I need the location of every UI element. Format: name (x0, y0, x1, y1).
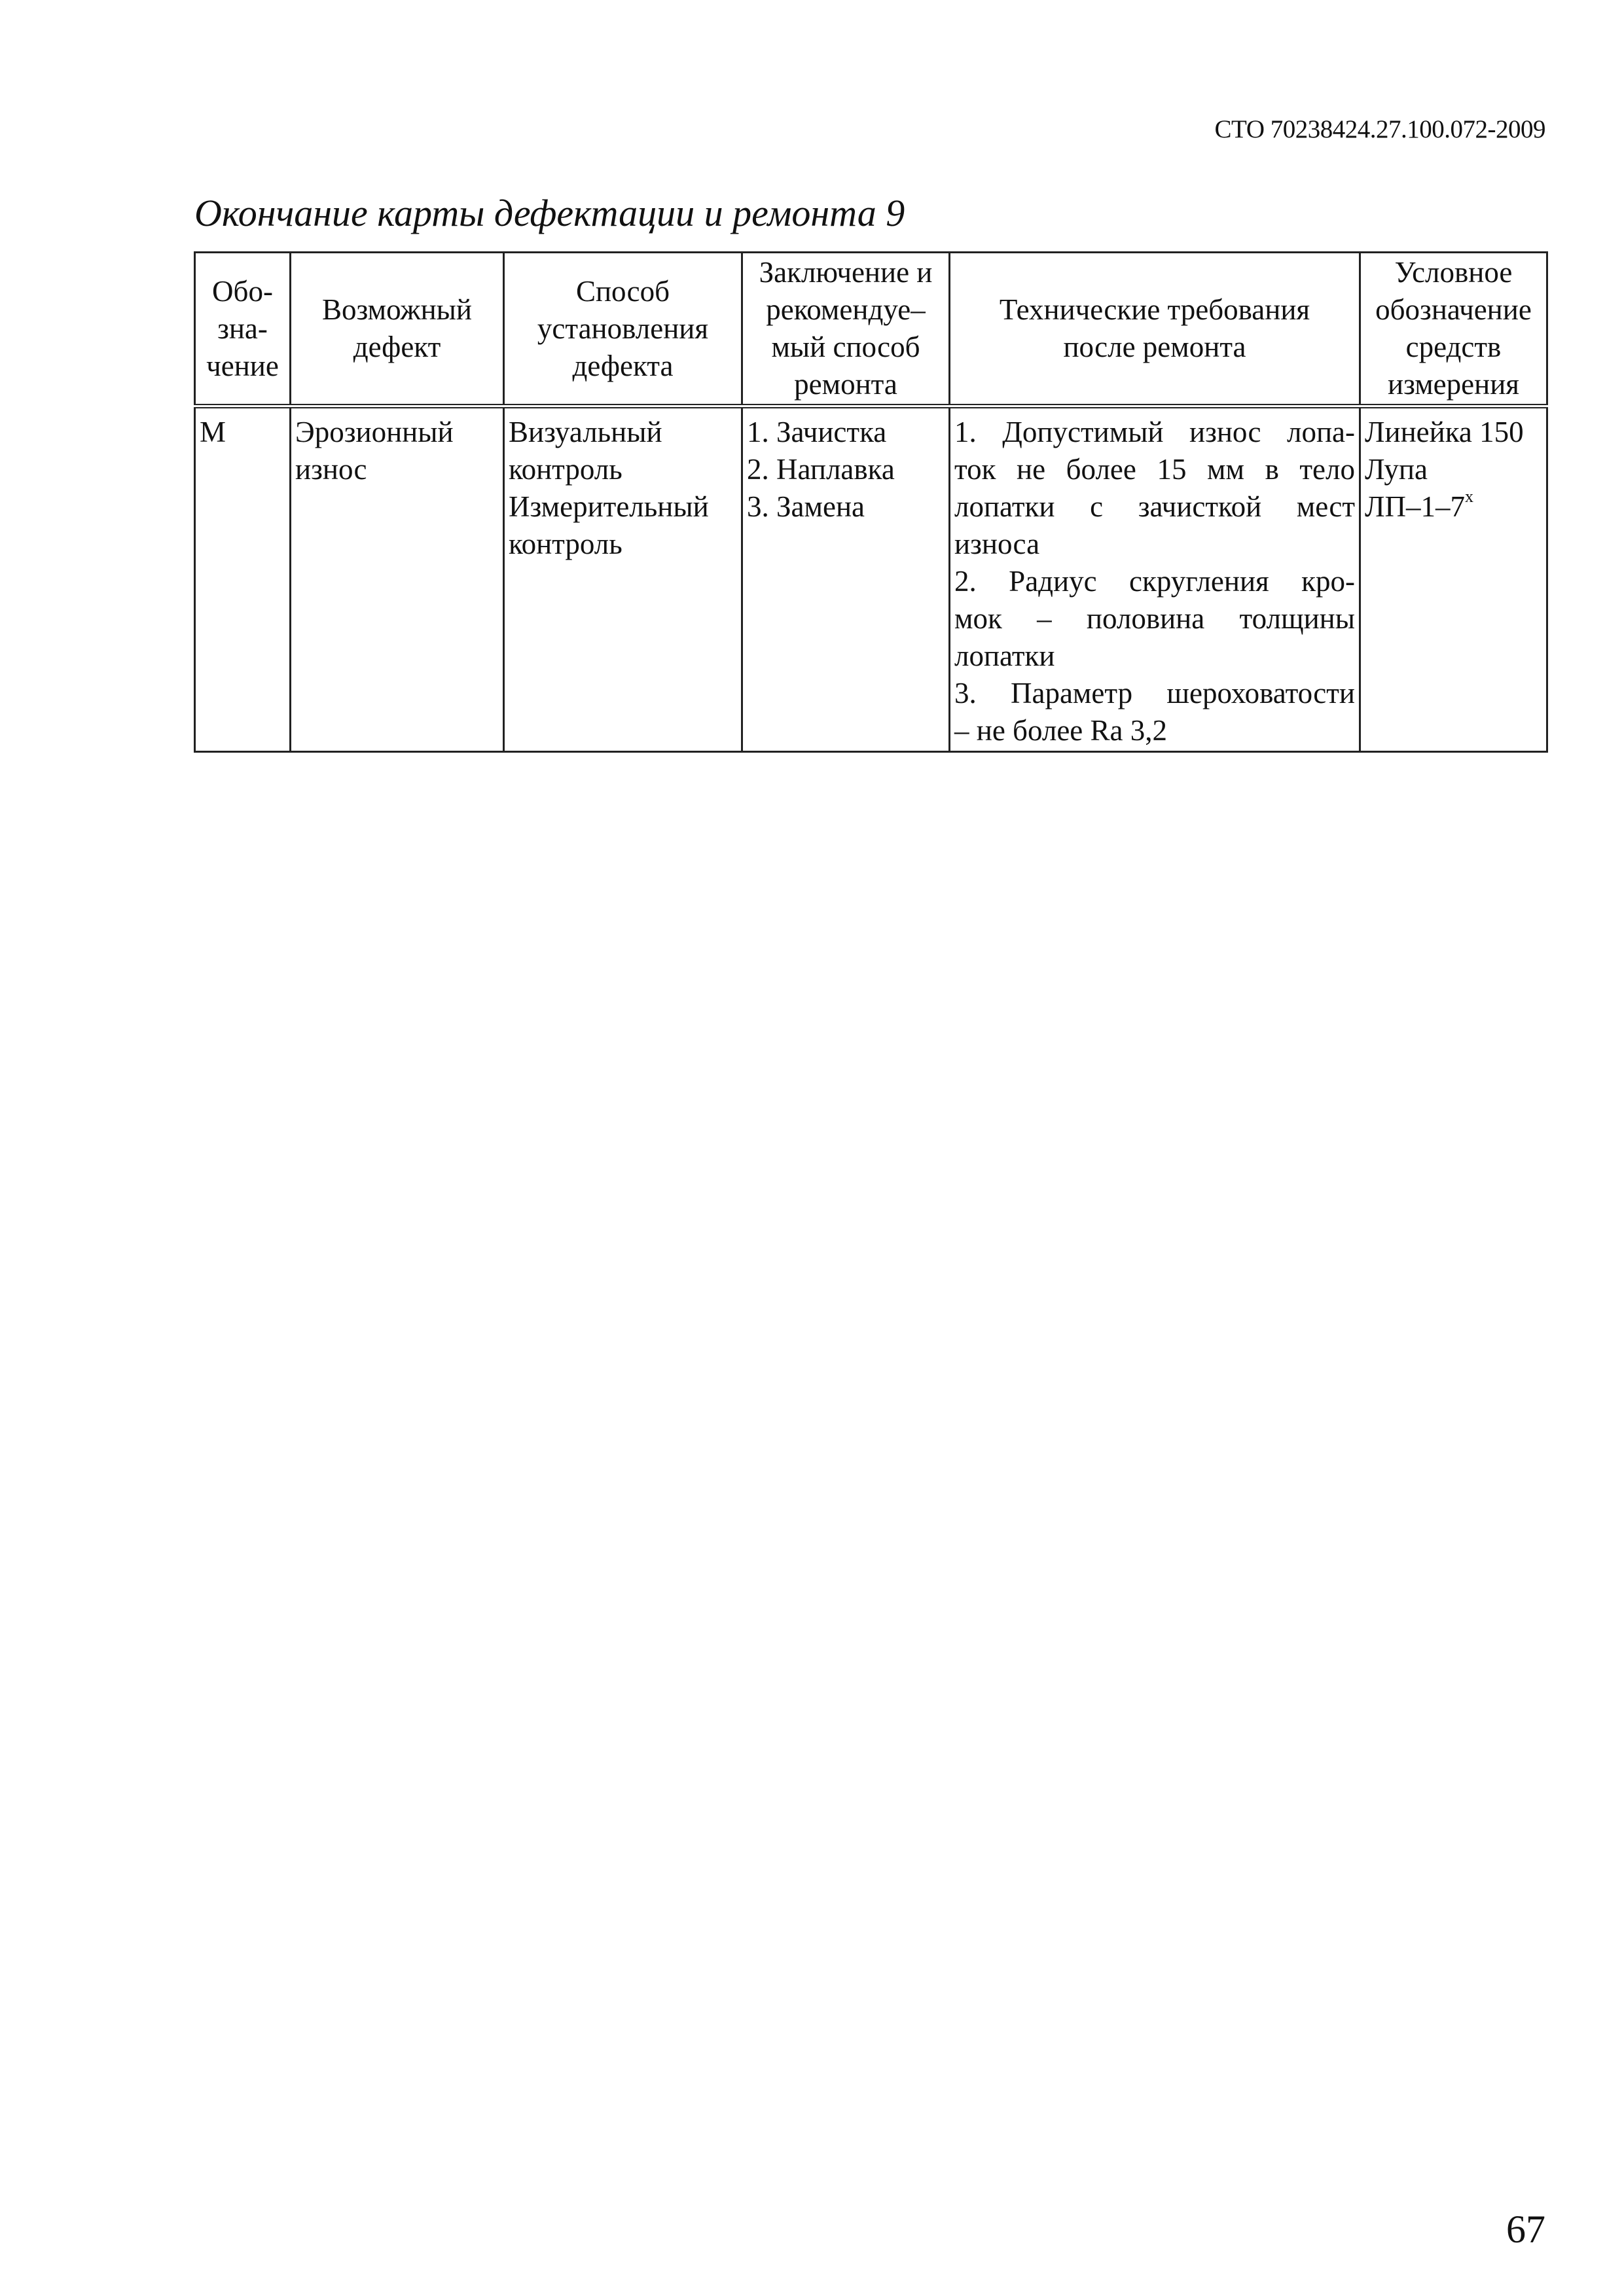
table-row (195, 406, 1547, 752)
instrument-superscript: х (1465, 487, 1474, 506)
cell-instruments: Линейка 150 Лупа $ЛП-1-7^х$ (1360, 406, 1547, 752)
defect-repair-table (194, 251, 1548, 753)
cell-repair: 1. Зачистка 2. Наплавка 3. Замена (742, 406, 950, 752)
table-caption: Окончание карты дефектации и ремонта 9 (194, 192, 905, 234)
column-header-requirements: Технические требования после ремонта (950, 253, 1360, 406)
page-number: 67 (1506, 2208, 1545, 2251)
column-header-method: Способ установления дефекта (504, 253, 742, 406)
cell-method: Визуальный контроль Измерительный контроль (504, 406, 742, 752)
cell-designation: М (195, 406, 291, 752)
column-header-instruments: Условное обозначение средств измерения (1360, 253, 1547, 406)
table-header-row (195, 253, 1547, 406)
cell-requirements: 1. Допустимый износ лопа- ток не более 15 мм в тело лопатки с зачисткой мест износа 2. Радиус скругления кро- мок – половина толщины лопатки 3. Параметр шероховатости – не более Ra 3,2 (950, 406, 1360, 752)
standard-code: СТО 70238424.27.100.072-2009 (1214, 115, 1545, 143)
cell-defect: Эрозионный износ (291, 406, 504, 752)
column-header-defect: Возможный дефект (291, 253, 504, 406)
instrument-lp: $ЛП-1-7^х$ (1365, 487, 1474, 523)
column-header-repair: Заключение и рекомендуе– мый способ ремонта (742, 253, 950, 406)
column-header-designation: Обо- зна- чение (195, 253, 291, 406)
